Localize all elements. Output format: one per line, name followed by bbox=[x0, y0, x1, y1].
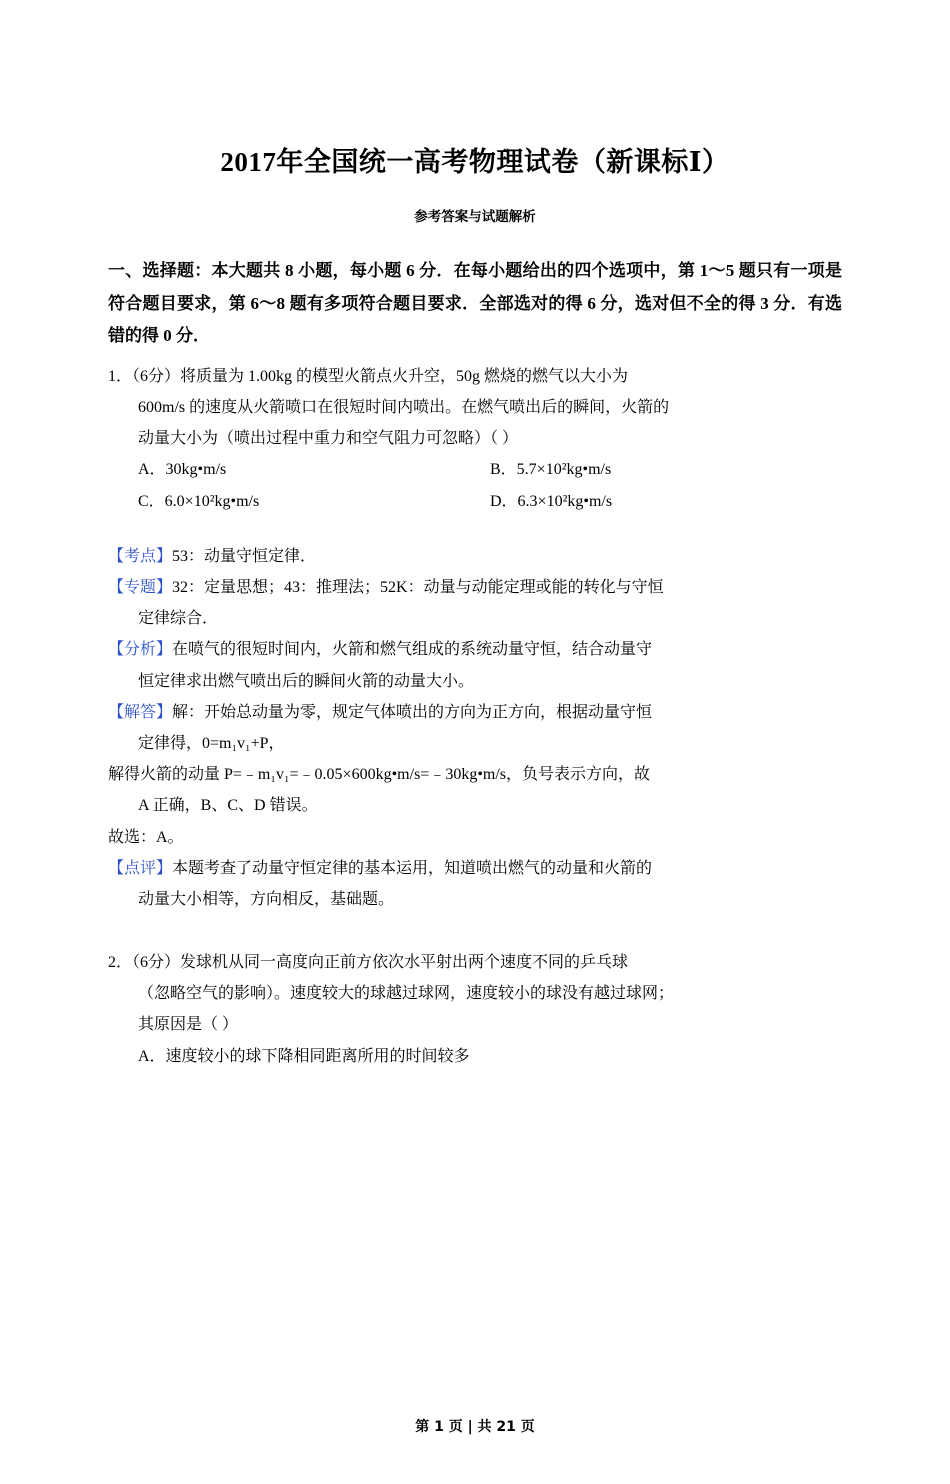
zhuanti-tag: 【专题】 bbox=[108, 579, 173, 596]
analysis-kaodian bbox=[108, 541, 842, 572]
question-1-analysis bbox=[108, 541, 842, 915]
question-1-number: 1． bbox=[108, 367, 133, 385]
analysis-jieda-answer: 故选：A。 bbox=[108, 828, 184, 846]
analysis-jieda-cont-2: 解得火箭的动量 P=﹣m₁v₁=﹣0.05×600kg•m/s=﹣30kg•m/s，负号表示方向，故 bbox=[108, 766, 651, 784]
question-1-option-b[interactable]: B．5.7×10²kg•m/s bbox=[490, 461, 612, 479]
question-1-option-d[interactable]: D．6.3×10²kg•m/s bbox=[490, 492, 613, 510]
analysis-dianping-cont: 动量大小相等，方向相反，基础题。 bbox=[138, 890, 395, 908]
question-1-stem-line-2: 600m/s 的速度从火箭喷口在很短时间内喷出。在燃气喷出后的瞬间，火箭的 bbox=[138, 399, 670, 417]
question-2-stem-line-2: （忽略空气的影响）。速度较大的球越过球网，速度较小的球没有越过球网； bbox=[138, 985, 675, 1003]
question-2-stem-line-3: 其原因是（ ） bbox=[138, 1016, 239, 1034]
analysis-jieda bbox=[108, 697, 842, 728]
question-2-stem-text-1: 发球机从同一高度向正前方依次水平射出两个速度不同的乒乓球 bbox=[180, 954, 629, 972]
kaodian-text: 53：动量守恒定律． bbox=[172, 547, 317, 565]
dianping-text: 本题考查了动量守恒定律的基本运用，知道喷出燃气的动量和火箭的 bbox=[172, 859, 653, 877]
document-page bbox=[0, 140, 950, 1484]
question-1-options-row-2 bbox=[108, 486, 842, 517]
analysis-fenxi bbox=[108, 634, 842, 665]
question-1 bbox=[108, 361, 842, 915]
question-2-score: （6分） bbox=[132, 954, 181, 972]
zhuanti-text: 32：定量思想；43：推理法；52K：动量与动能定理或能的转化与守恒 bbox=[172, 579, 664, 596]
kaodian-tag: 【考点】 bbox=[108, 547, 173, 565]
question-1-score: （6分） bbox=[132, 367, 181, 385]
question-1-option-a[interactable]: A．30kg•m/s bbox=[138, 461, 227, 479]
analysis-zhuanti-cont: 定律综合． bbox=[138, 610, 219, 628]
question-1-stem-text-1: 将质量为 1.00kg 的模型火箭点火升空，50g 燃烧的燃气以大小为 bbox=[180, 367, 629, 385]
analysis-jieda-cont-1: 定律得，0=m₁v₁+P， bbox=[138, 734, 285, 752]
question-spacer bbox=[108, 915, 842, 939]
section-heading: 一、选择题：本大题共 8 小题，每小题 6 分．在每小题给出的四个选项中，第 1～5 题只有一项是符合题目要求，第 6～8 题有多项符合题目要求．全部选对的得 6 分，选对但不全的得 3 分．有选错的得 0 分． bbox=[108, 261, 842, 346]
analysis-fenxi-cont: 恒定律求出燃气喷出后的瞬间火箭的动量大小。 bbox=[138, 672, 475, 690]
page-title: 2017年全国统一高考物理试卷（新课标Ⅰ） bbox=[220, 147, 730, 177]
jieda-text: 解：开始总动量为零，规定气体喷出的方向为正方向，根据动量守恒 bbox=[172, 703, 653, 721]
analysis-zhuanti bbox=[108, 572, 842, 603]
analysis-jieda-cont-3: A 正确，B、C、D 错误。 bbox=[138, 797, 318, 815]
question-1-stem-line-3: 动量大小为（喷出过程中重力和空气阻力可忽略）（ ） bbox=[138, 430, 519, 448]
page-subtitle: 参考答案与试题解析 bbox=[414, 209, 536, 225]
analysis-dianping bbox=[108, 853, 842, 884]
question-2-number: 2． bbox=[108, 954, 133, 972]
question-1-stem-line-1 bbox=[108, 361, 842, 392]
question-1-option-c[interactable]: C．6.0×10²kg•m/s bbox=[138, 492, 260, 510]
question-2-stem-line-1 bbox=[108, 947, 842, 978]
dianping-tag: 【点评】 bbox=[108, 859, 173, 877]
jieda-tag: 【解答】 bbox=[108, 703, 173, 721]
question-2 bbox=[108, 947, 842, 1072]
page-footer: 第 1 页 | 共 21 页 bbox=[415, 1419, 535, 1435]
fenxi-text: 在喷气的很短时间内，火箭和燃气组成的系统动量守恒，结合动量守 bbox=[172, 641, 653, 659]
question-2-option-a[interactable]: A．速度较小的球下降相同距离所用的时间较多 bbox=[138, 1047, 470, 1065]
question-1-options-row-1 bbox=[108, 454, 842, 485]
fenxi-tag: 【分析】 bbox=[108, 641, 173, 659]
